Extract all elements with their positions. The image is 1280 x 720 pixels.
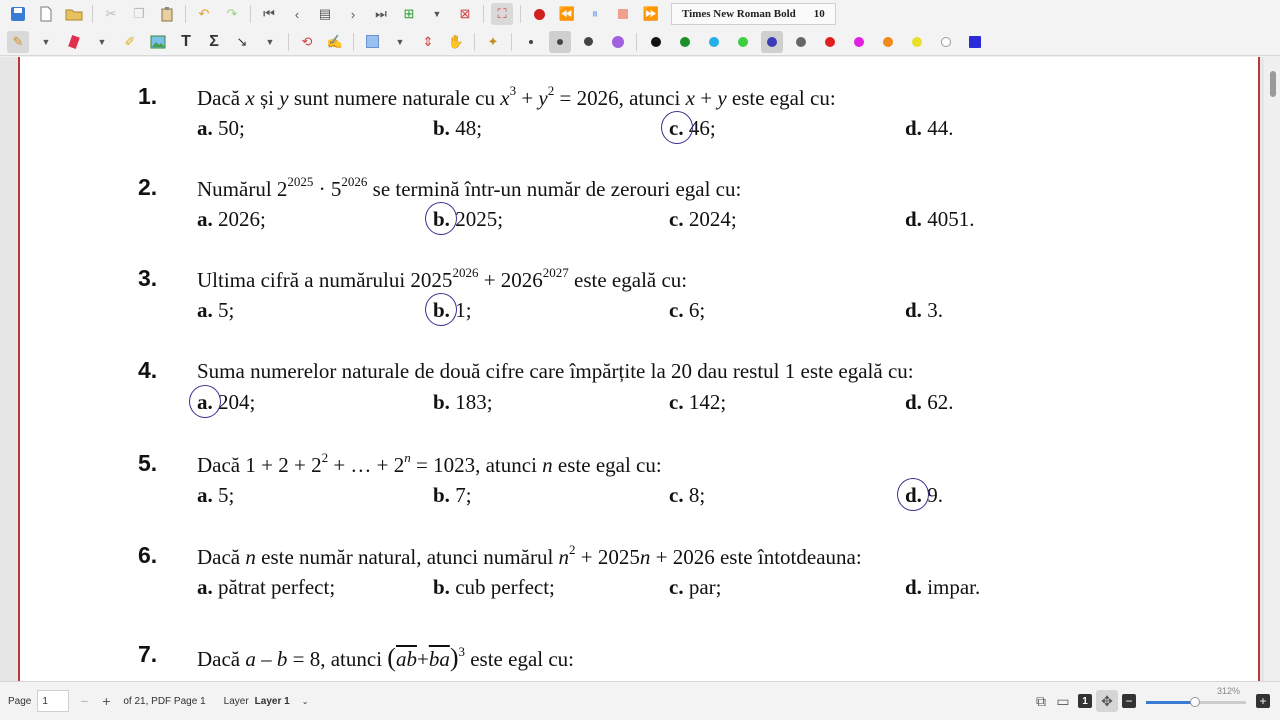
answer-option: c. 6;	[669, 298, 706, 322]
page-decrement-icon[interactable]: −	[80, 693, 89, 709]
color-swatch[interactable]	[790, 31, 812, 53]
zoom-out-icon[interactable]: −	[1118, 690, 1140, 712]
presentation-icon[interactable]: ▭	[1056, 692, 1070, 709]
answer-option: d. 4051.	[905, 207, 975, 231]
answer-options	[197, 390, 1197, 416]
color-dot	[651, 37, 661, 47]
answer-options	[197, 483, 1197, 509]
two-page-icon[interactable]: ⧉	[1036, 692, 1046, 709]
answer-option: a. pătrat perfect;	[197, 575, 336, 599]
page-label: Page	[8, 695, 32, 707]
hand-icon[interactable]: ✋	[447, 33, 465, 49]
layer-label: Layer	[223, 695, 249, 707]
answer-option: c. par;	[669, 575, 722, 599]
answer-option: a. 204;	[197, 390, 255, 415]
font-selector[interactable]	[671, 3, 836, 25]
page-increment-icon[interactable]: +	[102, 693, 111, 709]
color-dot	[796, 37, 806, 47]
cut-icon[interactable]: ✂	[105, 6, 117, 21]
save-icon[interactable]	[7, 3, 29, 25]
font-name: Times New Roman Bold	[682, 8, 796, 20]
status-bar	[0, 681, 1280, 720]
vertical-scrollbar[interactable]	[1264, 57, 1280, 681]
answer-option: d. 44.	[905, 116, 954, 140]
page-input[interactable]: 1	[37, 690, 69, 712]
stop-icon[interactable]	[612, 3, 634, 25]
question-text: Dacă a – b = 8, atunci $(\overline{ab}+\overline{ba})^3$ este egal cu:	[197, 643, 575, 672]
text-tool-icon[interactable]: T	[181, 32, 191, 50]
layer-dropdown-icon[interactable]: ⌄	[301, 696, 309, 706]
problem-number: 4.	[138, 357, 158, 383]
handwritten-circle-annotation[interactable]	[425, 293, 457, 326]
answer-option: c. 46;	[669, 116, 716, 141]
problem-number: 2.	[138, 174, 158, 200]
answer-options	[197, 116, 1197, 142]
color-swatch[interactable]	[906, 31, 928, 53]
last-page-icon[interactable]: ⏭	[375, 6, 387, 21]
color-swatch[interactable]	[877, 31, 899, 53]
problem-number: 6.	[138, 542, 158, 568]
color-palette	[641, 31, 989, 53]
question-text: Dacă x și y sunt numere naturale cu $x^3 + y^2 = 2026$, atunci x + y este egal cu:	[197, 83, 836, 110]
copy-icon[interactable]: ❐	[133, 6, 145, 21]
record-icon[interactable]	[528, 3, 550, 25]
thick-line-icon[interactable]	[578, 31, 600, 53]
question-text: Dacă n este număr natural, atunci numărul $n^2 + 2025n + 2026$ este întotdeauna:	[197, 542, 862, 569]
answer-option: b. 1;	[433, 298, 472, 323]
color-swatch[interactable]	[674, 31, 696, 53]
answer-option: d. impar.	[905, 575, 981, 599]
pen-dropdown-icon[interactable]: ▼	[41, 36, 51, 47]
color-swatch[interactable]	[848, 31, 870, 53]
zoom-level: 312%	[1216, 686, 1240, 696]
eraser-icon[interactable]	[63, 31, 85, 53]
dropdown-icon[interactable]: ▼	[432, 9, 442, 19]
color-dot	[912, 37, 922, 47]
fast-forward-icon[interactable]: ⏩	[642, 6, 660, 21]
select-dropdown-icon[interactable]: ▼	[395, 36, 405, 47]
eraser-dropdown-icon[interactable]: ▼	[97, 36, 107, 47]
next-page-icon[interactable]: ›	[350, 6, 356, 22]
answer-option: a. 5;	[197, 298, 235, 322]
problem-number: 3.	[138, 265, 158, 291]
font-size: 10	[813, 8, 825, 20]
color-dot	[738, 37, 748, 47]
answer-option: c. 8;	[669, 483, 706, 507]
question-text: Ultima cifră a numărului $2025^{2026} + 2026^{2027}$ este egală cu:	[197, 265, 688, 292]
question-text: Numărul $2^{2025} \cdot 5^{2026}$ se termină într-un număr de zerouri egal cu:	[197, 174, 742, 201]
recognizer-icon[interactable]: ✍	[326, 33, 344, 49]
page-count: of 21, PDF Page 1	[123, 695, 206, 707]
medium-line-icon[interactable]	[549, 31, 571, 53]
question-text: Suma numerelor naturale de două cifre care împărțite la 20 dau restul 1 este egală cu:	[197, 359, 914, 383]
rewind-icon[interactable]: ⏪	[558, 6, 576, 21]
new-file-icon[interactable]	[35, 3, 57, 25]
add-page-icon[interactable]: ⊞	[403, 6, 415, 21]
highlighter-icon[interactable]: ✐	[124, 33, 136, 49]
color-dot	[969, 36, 981, 48]
answer-option: a. 5;	[197, 483, 235, 507]
answer-option: b. cub perfect;	[433, 575, 555, 599]
answer-options	[197, 298, 1197, 324]
answer-option: a. 2026;	[197, 207, 266, 231]
open-folder-icon[interactable]	[63, 3, 85, 25]
answer-option: b. 183;	[433, 390, 493, 414]
zoom-in-icon[interactable]: +	[1252, 690, 1274, 712]
answer-option: d. 62.	[905, 390, 954, 414]
fill-icon[interactable]	[607, 31, 629, 53]
color-swatch[interactable]	[935, 31, 957, 53]
redo-icon[interactable]: ↷	[226, 6, 238, 21]
answer-options	[197, 207, 1197, 233]
handwritten-circle-annotation[interactable]	[897, 478, 929, 511]
delete-page-icon[interactable]: ⊠	[459, 6, 471, 21]
vertical-space-icon[interactable]: ⇕	[422, 33, 434, 49]
problem-number: 7.	[138, 641, 158, 667]
answer-option: c. 2024;	[669, 207, 737, 231]
thin-line-icon[interactable]	[520, 31, 542, 53]
fullscreen-icon[interactable]: ⛶	[491, 3, 513, 25]
scroll-thumb[interactable]	[1270, 71, 1276, 97]
shape-tool-icon[interactable]: ↘	[236, 33, 248, 49]
color-swatch[interactable]	[964, 31, 986, 53]
pen-icon[interactable]: ✎	[7, 31, 29, 53]
zoom-100-icon[interactable]: 1	[1074, 690, 1096, 712]
lasso-icon[interactable]: ⟲	[301, 33, 313, 49]
image-icon[interactable]	[147, 31, 169, 53]
answer-option: b. 2025;	[433, 207, 503, 232]
document-viewport[interactable]	[0, 57, 1280, 681]
math-tool-icon[interactable]: Σ	[209, 32, 219, 50]
color-swatch[interactable]	[819, 31, 841, 53]
color-swatch[interactable]	[703, 31, 725, 53]
color-dot	[825, 37, 835, 47]
answer-option: a. 50;	[197, 116, 245, 140]
color-dot	[854, 37, 864, 47]
main-toolbar	[0, 0, 1280, 28]
answer-option: c. 142;	[669, 390, 727, 414]
handwritten-circle-annotation[interactable]	[425, 202, 457, 235]
drawing-toolbar	[0, 28, 1280, 56]
paste-icon[interactable]	[156, 3, 178, 25]
answer-option: b. 48;	[433, 116, 483, 140]
layer-selector[interactable]: Layer 1	[254, 695, 290, 707]
answer-options	[197, 575, 1197, 601]
shape-dropdown-icon[interactable]: ▼	[265, 36, 275, 47]
color-dot	[709, 37, 719, 47]
undo-icon[interactable]: ↶	[198, 6, 210, 21]
rect-select-icon[interactable]	[361, 31, 383, 53]
color-swatch[interactable]	[761, 31, 783, 53]
prev-page-icon[interactable]: ‹	[294, 6, 300, 22]
color-dot	[883, 37, 893, 47]
color-dot	[941, 37, 951, 47]
answer-option: d. 3.	[905, 298, 943, 322]
problem-number: 1.	[138, 83, 158, 109]
pause-icon[interactable]: ⏸	[591, 6, 599, 21]
handwritten-circle-annotation[interactable]	[189, 385, 221, 418]
color-dot	[767, 37, 777, 47]
color-dot	[680, 37, 690, 47]
color-swatch[interactable]	[732, 31, 754, 53]
pdf-page	[18, 57, 1260, 681]
answer-option: d. 9.	[905, 483, 943, 508]
zoom-fit-icon[interactable]: ✥	[1096, 690, 1118, 712]
color-swatch[interactable]	[645, 31, 667, 53]
goto-page-icon[interactable]: ▤	[318, 6, 332, 21]
handwritten-circle-annotation[interactable]	[661, 111, 693, 144]
first-page-icon[interactable]: ⏮	[263, 6, 275, 21]
question-text: Dacă $1 + 2 + 2^2$ + … + $2^n = 1023$, atunci n este egal cu:	[197, 450, 662, 477]
problem-number: 5.	[138, 450, 158, 476]
default-tools-icon[interactable]: ✦	[487, 33, 499, 49]
answer-option: b. 7;	[433, 483, 472, 507]
